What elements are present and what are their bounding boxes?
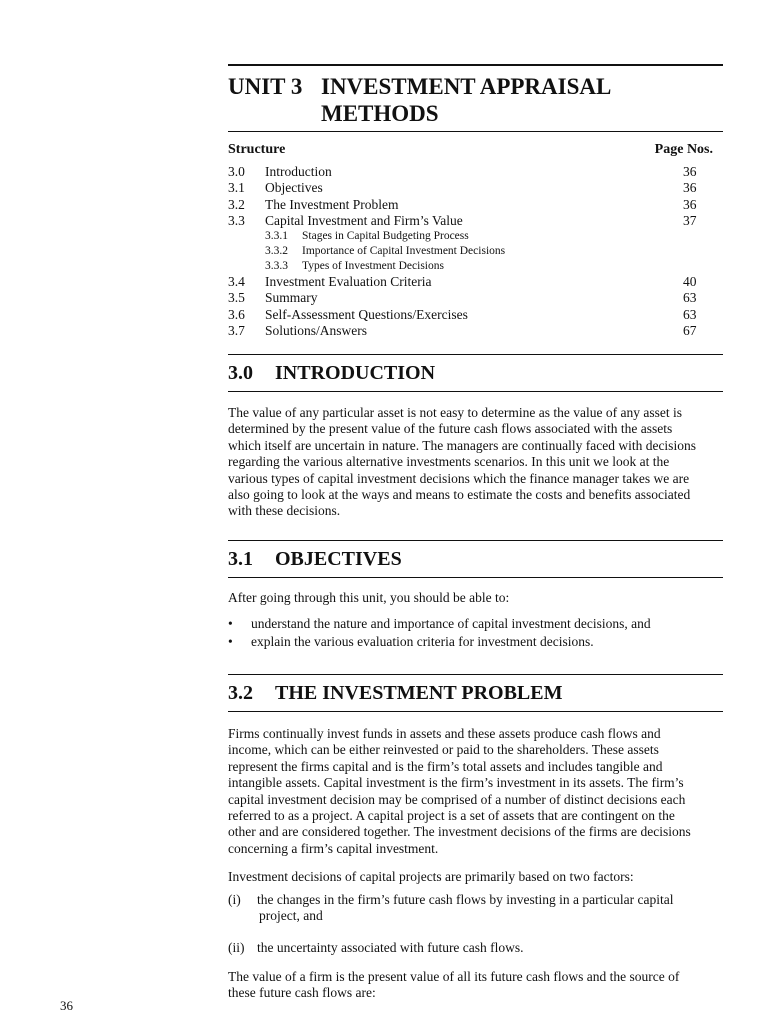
toc-item: 3.2 The Investment Problem 36 bbox=[228, 196, 697, 212]
toc-item: 3.1 Objectives 36 bbox=[228, 180, 697, 196]
structure-heading: Structure bbox=[228, 142, 286, 157]
toc-subitem: 3.3.1 Stages in Capital Budgeting Process bbox=[265, 230, 469, 243]
list-item: • understand the nature and importance of capital investment decisions, and bbox=[228, 616, 651, 632]
unit-header bbox=[228, 64, 723, 127]
section-heading: 3.2 THE INVESTMENT PROBLEM bbox=[228, 682, 563, 704]
list-item: • explain the various evaluation criteria for investment decisions. bbox=[228, 634, 594, 650]
page-number: 36 bbox=[60, 998, 73, 1013]
objectives-lead: After going through this unit, you should be able to: bbox=[228, 590, 510, 605]
objectives-list bbox=[228, 615, 723, 651]
toc-item: 3.3 Capital Investment and Firm’s Value 37 bbox=[228, 212, 697, 228]
section-objectives bbox=[228, 540, 723, 651]
section-investment-problem bbox=[228, 674, 723, 1002]
toc-item: 3.5 Summary 63 bbox=[228, 290, 697, 306]
problem-paragraph-1: Firms continually invest funds in assets and these assets produce cash flows and income, which can be either reinvested or paid to the shareholders. These assets represent the firms capital and is the firm’s total assets and includes tangible and intangible assets. Capital investment is the firm’s investment in its assets. The firm’s capital investment decision may be comprised of a number of distinct decisions each referred to as a project. A capital project is a set of assets that are contingent on the other and are considered together. The investment decisions of the firms are decisions concerning a firm’s capital investment. bbox=[228, 726, 691, 856]
toc-list bbox=[228, 164, 723, 339]
structure-top-rule bbox=[228, 131, 723, 132]
toc-item: 3.4 Investment Evaluation Criteria 40 bbox=[228, 274, 697, 290]
toc-item: 3.6 Self-Assessment Questions/Exercises 63 bbox=[228, 306, 697, 322]
unit-title bbox=[228, 73, 723, 127]
enum-item: (i) the changes in the firm’s future cash flows by investing in a particular capital project, and bbox=[228, 891, 674, 924]
bullet-glyph: • bbox=[228, 616, 233, 632]
unit-title-line2: METHODS bbox=[321, 101, 439, 126]
toc-subitem: 3.3.3 Types of Investment Decisions bbox=[265, 260, 444, 273]
bullet-glyph: • bbox=[228, 634, 233, 650]
section-heading: 3.0 INTRODUCTION bbox=[228, 362, 436, 384]
page-nos-heading: Page Nos. bbox=[654, 142, 713, 157]
top-rule bbox=[228, 64, 723, 66]
problem-paragraph-2: Investment decisions of capital projects are primarily based on two factors: bbox=[228, 869, 634, 885]
structure-section bbox=[228, 131, 723, 339]
toc-item: 3.0 Introduction 36 bbox=[228, 164, 697, 179]
enum-item: (ii) the uncertainty associated with future cash flows. bbox=[228, 940, 524, 956]
toc-item: 3.7 Solutions/Answers 67 bbox=[228, 323, 697, 339]
toc-subitem: 3.3.2 Importance of Capital Investment Decisions bbox=[265, 245, 506, 258]
unit-title-line1: INVESTMENT APPRAISAL bbox=[321, 74, 612, 99]
problem-paragraph-3: The value of a firm is the present value of all its future cash flows and the source of these future cash flows are: bbox=[228, 968, 680, 1001]
section-introduction bbox=[228, 354, 723, 520]
unit-number: UNIT 3 bbox=[228, 74, 303, 99]
section-heading: 3.1 OBJECTIVES bbox=[228, 548, 402, 570]
intro-paragraph: The value of any particular asset is not easy to determine as the value of any asset is determined by the present value of the future cash flows associated with the assets which itself are uncertain in nature. The managers are continually faced with decisions regarding the various alternative investments scenarios. In this unit we look at the various types of capital investment decisions which the finance manager takes we are also going to look at the ways and means to estimate the costs and benefits associated with these decisions. bbox=[228, 405, 696, 519]
